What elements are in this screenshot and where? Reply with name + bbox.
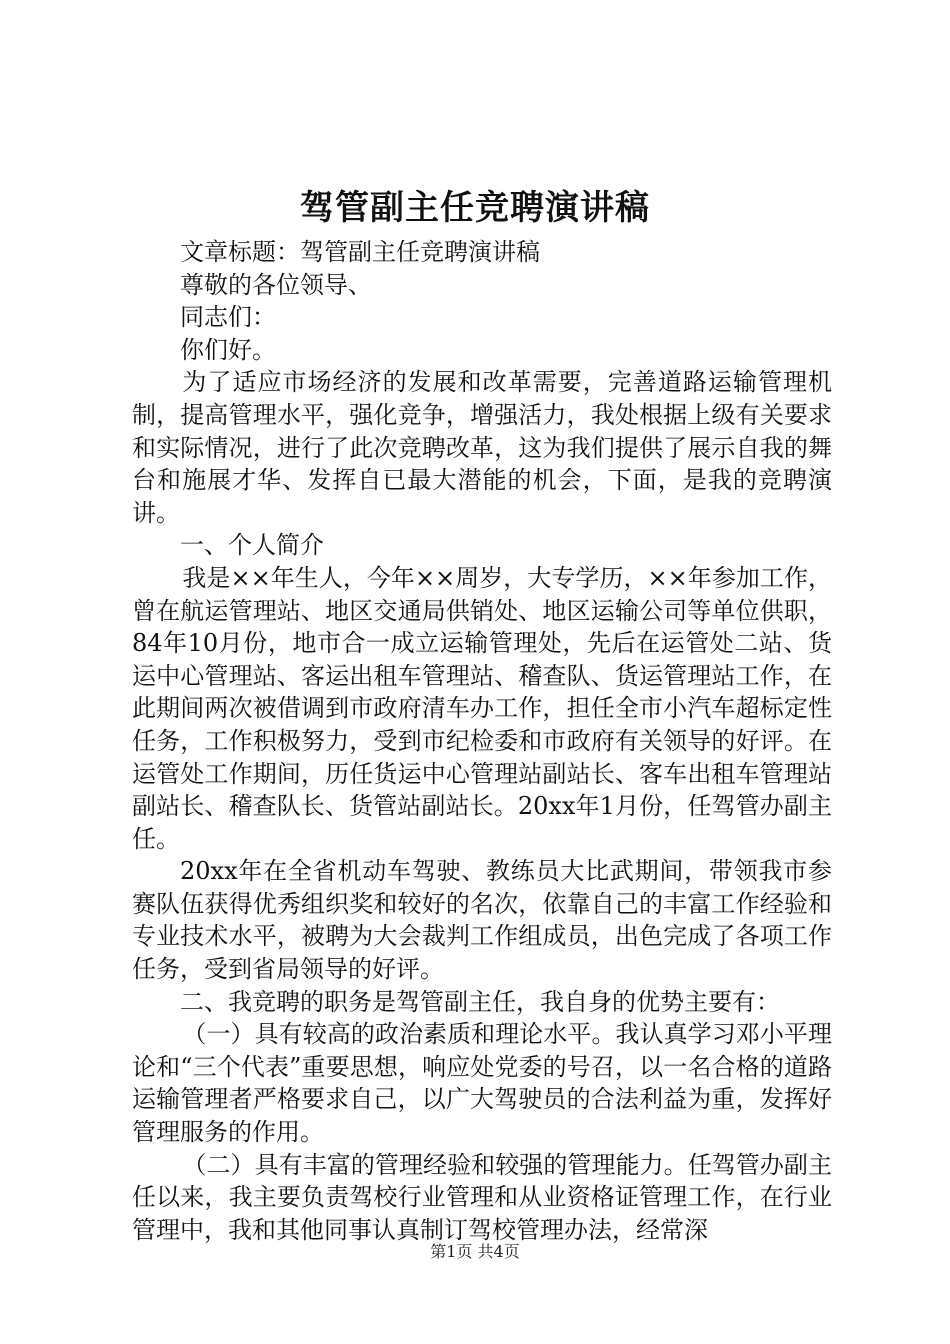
greeting: 你们好。 [180,335,276,364]
article-title-line: 文章标题：驾管副主任竞聘演讲稿 [180,238,540,266]
document-title: 驾管副主任竞聘演讲稿 [300,188,650,228]
paragraph-intro: 为了适应市场经济的发展和改革需要，完善道路运输管理机制，提高管理水平，强化竞争，增强活力，我处根据上级有关要求和实际情况，进行了此次竞聘改革，这为我们提供了展示自我的舞台和施展才华、发挥自已最大潜能的机会，下面，是我的竞聘演讲。 [132,368,832,527]
paragraph-biography: 我是××年生人，今年××周岁，大专学历，××年参加工作，曾在航运管理站、地区交通局供销处、地区运输公司等单位供职，84年10月份，地市合一成立运输管理处，先后在运管处二站、货运中心管理站、客运出租车管理站、稽查队、货运管理站工作，在此期间两次被借调到市政府清车办工作，担任全市小汽车超标定性任务，工作积极努力，受到市纪检委和市政府有关领导的好评。在运管处工作期间，历任货运中心管理站副站长、客车出租车管理站副站长、稽查队长、货管站副站长。20xx年1月份，任驾管办副主任。 [132,563,832,853]
section-heading-1: 一、个人简介 [180,531,324,560]
paragraph-competition: 20xx年在全省机动车驾驶、教练员大比武期间，带领我市参赛队伍获得优秀组织奖和较好的名次，依靠自己的丰富工作经验和专业技术水平，被聘为大会裁判工作组成员，出色完成了各项工作任务，受到省局领导的好评。 [132,857,832,984]
salutation-leaders: 尊敬的各位领导、 [180,270,372,299]
paragraph-advantage-1: （一）具有较高的政治素质和理论水平。我认真学习邓小平理论和“三个代表”重要思想，响应处党委的号召，以一名合格的道路运输管理者严格要求自己，以广大驾驶员的合法利益为重，发挥好管理服务的作用。 [132,1020,832,1147]
document-body [132,236,832,1246]
salutation-comrades: 同志们： [180,303,276,332]
section-heading-2: 二、我竞聘的职务是驾管副主任，我自身的优势主要有： [180,987,780,1016]
page-number-footer: 第1页 共4页 [430,1242,520,1261]
paragraph-advantage-2: （二）具有丰富的管理经验和较强的管理能力。任驾管办副主任以来，我主要负责驾校行业管理和从业资格证管理工作，在行业管理中，我和其他同事认真制订驾校管理办法，经常深 [132,1150,832,1244]
